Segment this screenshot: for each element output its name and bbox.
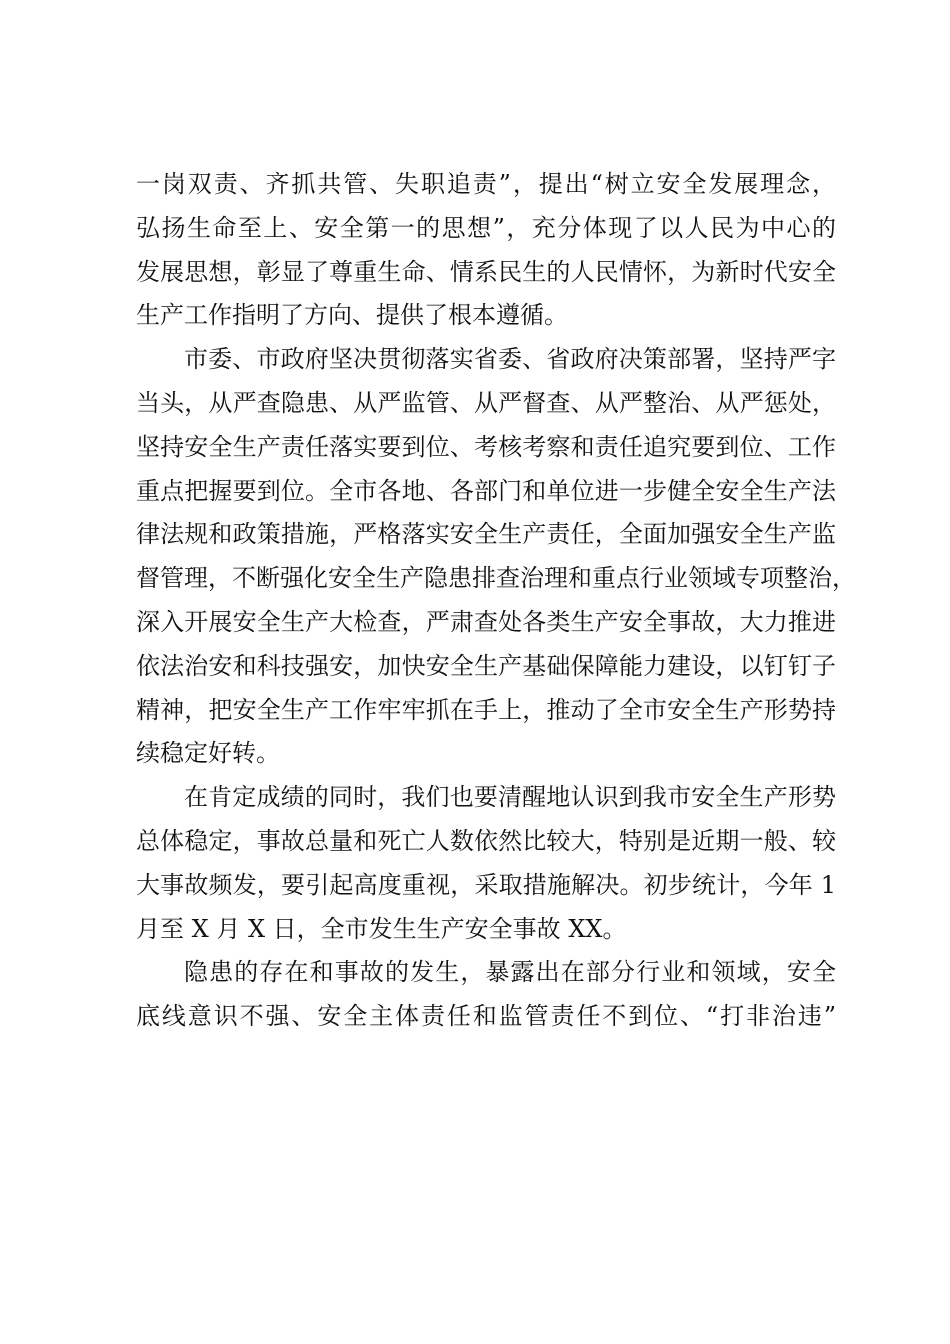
text-line: 在肯定成绩的同时，我们也要清醒地认识到我市安全生产形势	[184, 783, 836, 812]
paragraph-3	[136, 776, 836, 951]
paragraph-2	[136, 338, 856, 776]
text-line: 市委、市政府坚决贯彻落实省委、省政府决策部署，坚持严字	[184, 345, 836, 374]
text-line: 一岗双责、齐抓共管、失职追责”，提出“树立安全发展理念，	[136, 170, 836, 198]
text-line: 月至 X 月 X 日，全市发生生产安全事故 XX。	[136, 914, 627, 943]
text-line: 弘扬生命至上、安全第一的思想”，充分体现了以人民为中心的	[136, 213, 836, 242]
text-line: 发展思想，彰显了尊重生命、情系民生的人民情怀，为新时代安全	[136, 257, 836, 286]
paragraph-1	[136, 163, 836, 338]
text-line: 底线意识不强、安全主体责任和监管责任不到位、“打非治违”	[136, 1002, 836, 1031]
text-line: 督管理，不断强化安全生产隐患排查治理和重点行业领域专项整治，	[136, 564, 856, 593]
text-line: 依法治安和科技强安，加快安全生产基础保障能力建设，以钉钉子	[136, 651, 836, 680]
text-line: 坚持安全生产责任落实要到位、考核考察和责任追究要到位、工作	[136, 432, 836, 461]
text-line: 大事故频发，要引起高度重视，采取措施解决。初步统计，今年 1	[136, 870, 836, 899]
paragraph-4	[136, 951, 836, 1039]
text-line: 精神，把安全生产工作牢牢抓在手上，推动了全市安全生产形势持	[136, 695, 836, 724]
text-line: 当头，从严查隐患、从严监管、从严督查、从严整治、从严惩处，	[136, 388, 836, 417]
text-line: 总体稳定，事故总量和死亡人数依然比较大，特别是近期一般、较	[136, 826, 836, 855]
text-line: 续稳定好转。	[136, 739, 280, 768]
document-body	[136, 163, 856, 1039]
text-line: 隐患的存在和事故的发生，暴露出在部分行业和领域，安全	[184, 958, 836, 987]
text-line: 生产工作指明了方向、提供了根本遵循。	[136, 301, 568, 330]
text-line: 重点把握要到位。全市各地、各部门和单位进一步健全安全生产法	[136, 476, 836, 505]
text-line: 律法规和政策措施，严格落实安全生产责任，全面加强安全生产监	[136, 520, 836, 549]
text-line: 深入开展安全生产大检查，严肃查处各类生产安全事故，大力推进	[136, 607, 836, 636]
